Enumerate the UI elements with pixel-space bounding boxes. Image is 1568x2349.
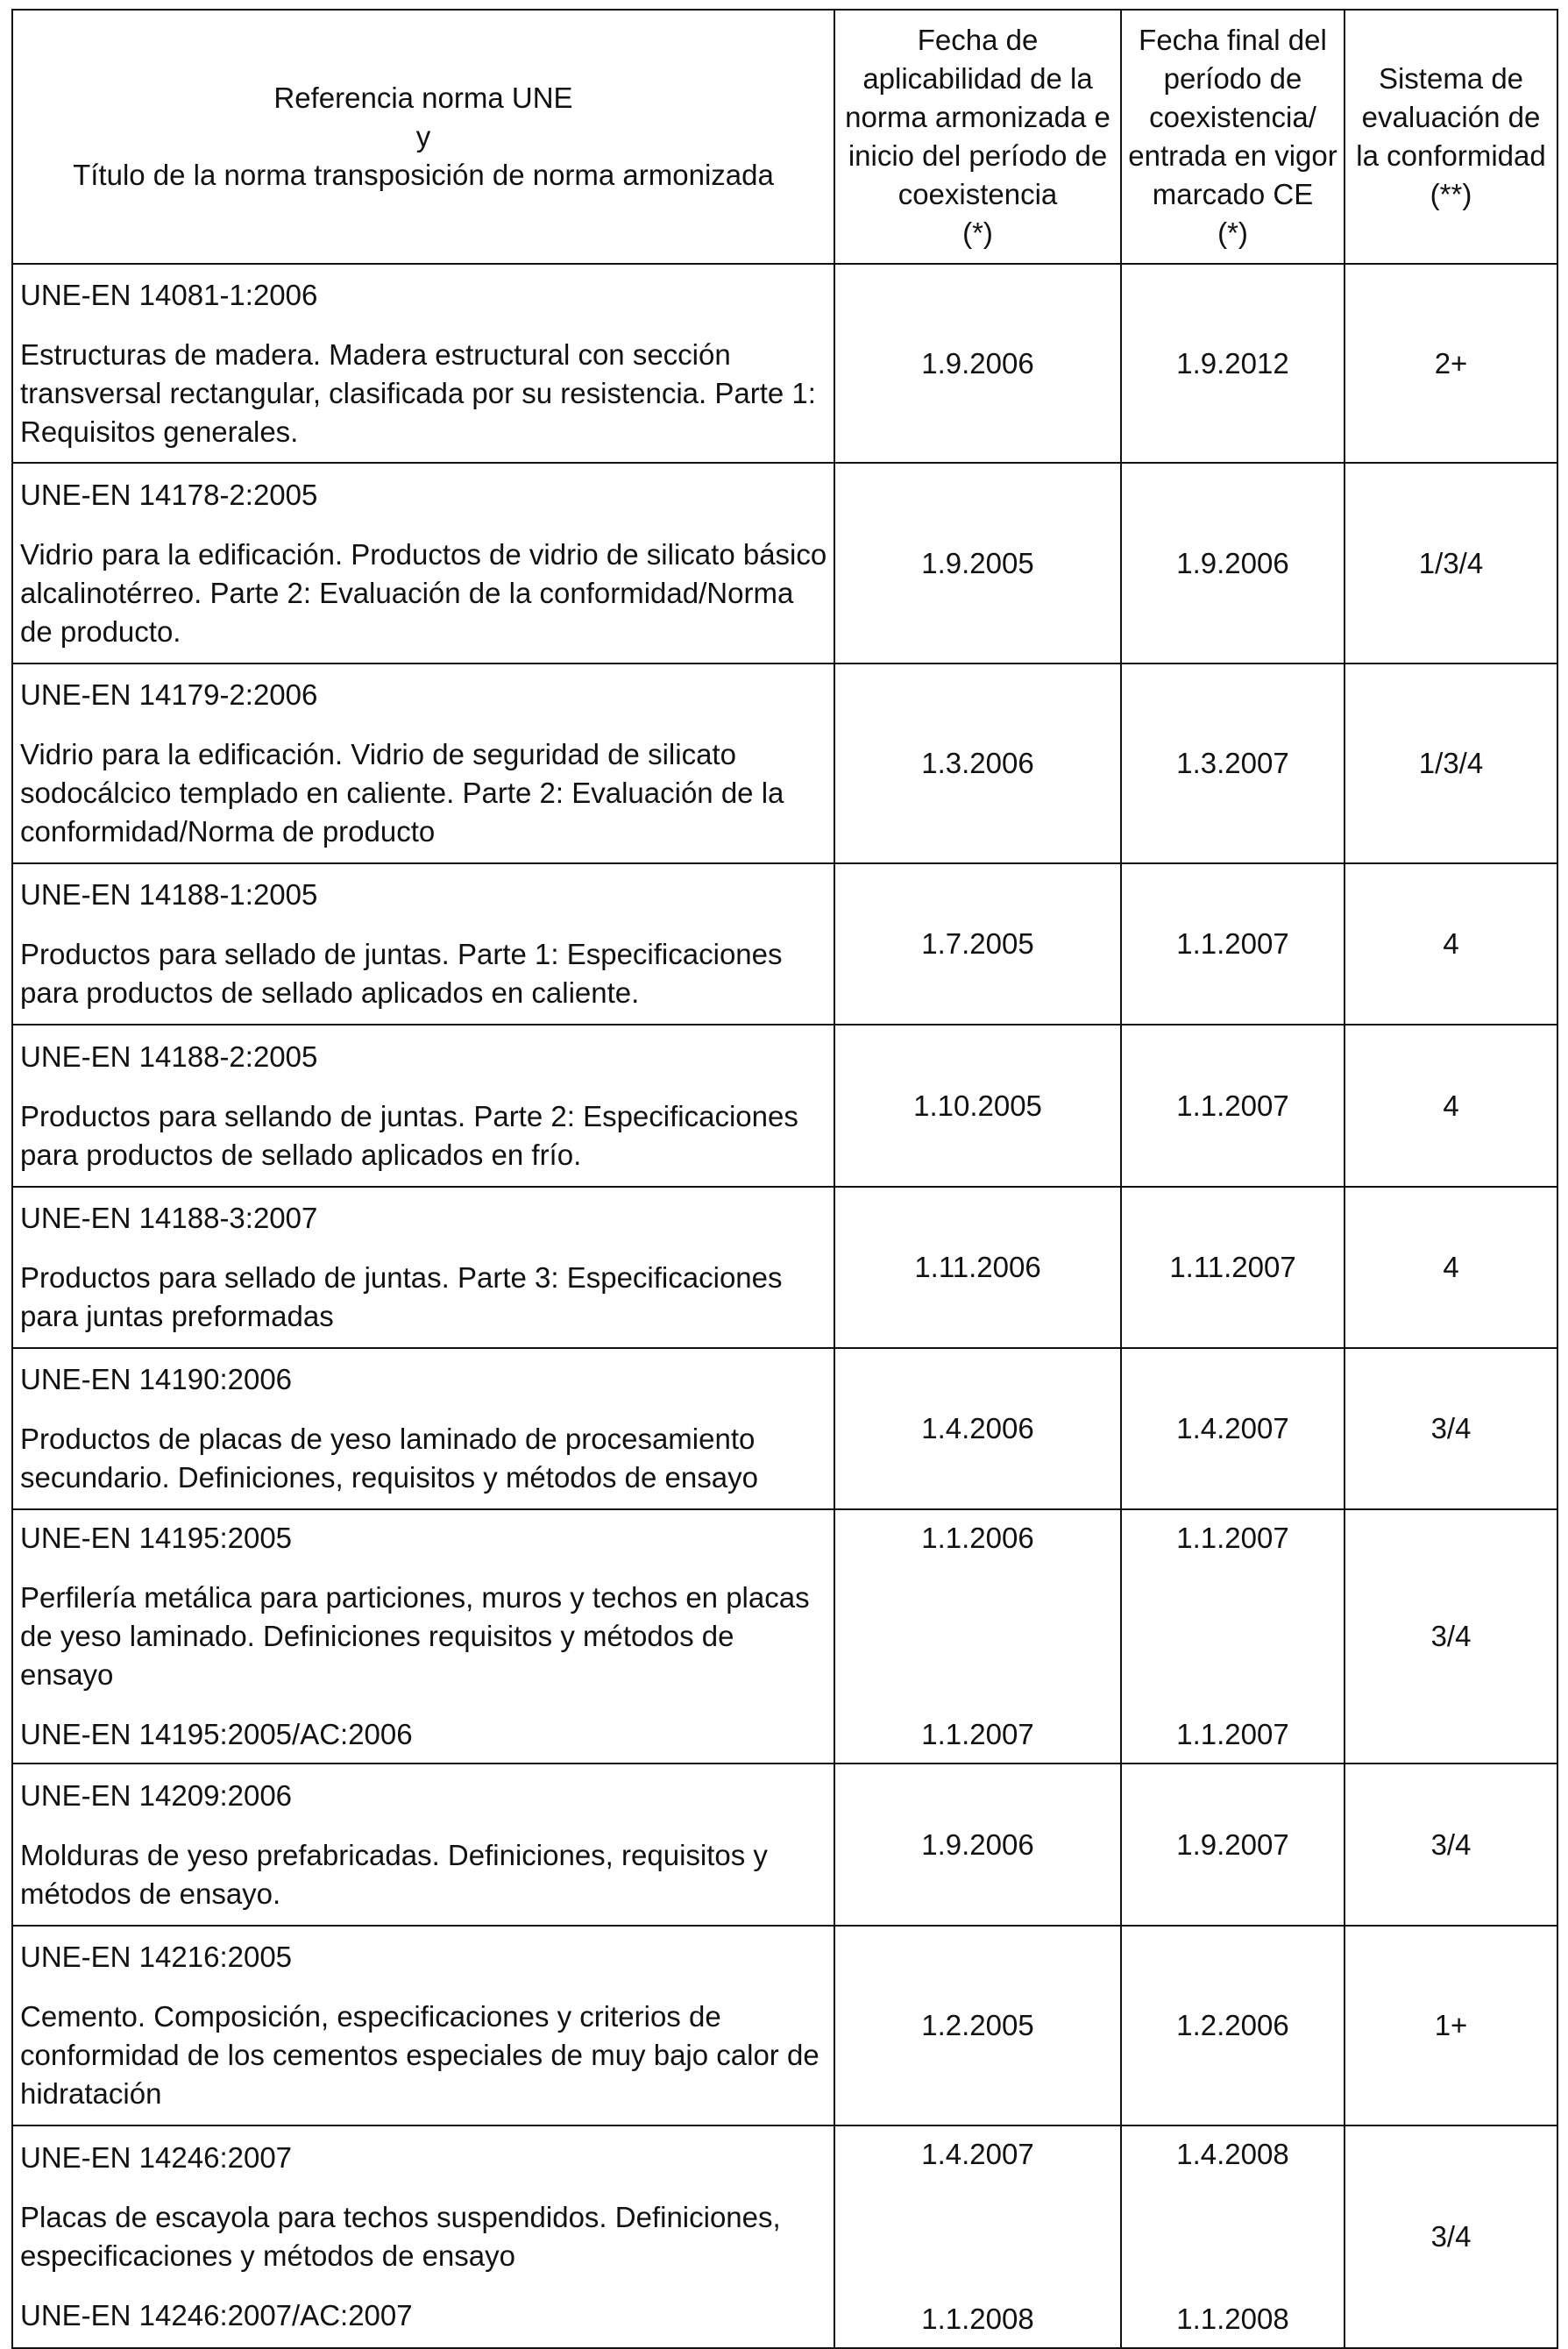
end-date-cell [1121, 2125, 1345, 2348]
applicability-date: 1.1.2006 [921, 1522, 1034, 1554]
evaluation-system: 3/4 [1345, 1348, 1557, 1509]
end-date: 1.9.2012 [1121, 264, 1345, 463]
applicability-date: 1.9.2006 [834, 1764, 1121, 1926]
standard-title: Vidrio para la edificación. Vidrio de seguridad de silicato sodocálcico templado en caliente. Parte 2: Evaluación de la conformidad/Norma de producto [20, 738, 784, 848]
end-date: 1.4.2008 [1176, 2138, 1289, 2170]
table-row [12, 463, 1557, 664]
table-row [12, 863, 1557, 1025]
end-date: 1.1.2007 [1121, 863, 1345, 1025]
evaluation-system: 4 [1345, 863, 1557, 1025]
standard-title: Placas de escayola para techos suspendidos. Definiciones, especificaciones y métodos de ensayo [20, 2201, 781, 2272]
reference-cell [12, 863, 834, 1025]
evaluation-system: 3/4 [1345, 2125, 1557, 2348]
table-header-row [12, 10, 1557, 264]
standard-code: UNE-EN 14081-1:2006 [20, 278, 318, 311]
applicability-date-cell [834, 2125, 1121, 2348]
table-row [12, 264, 1557, 463]
reference-cell [12, 463, 834, 664]
reference-cell [12, 2125, 834, 2348]
reference-cell [12, 1509, 834, 1764]
standard-code: UNE-EN 14188-1:2005 [20, 878, 318, 911]
table-row [12, 2125, 1557, 2348]
header-system: Sistema de evaluación de la conformidad (**) [1345, 10, 1557, 264]
standard-code: UNE-EN 14179-2:2006 [20, 678, 318, 711]
corrigendum-applicability-date: 1.1.2007 [921, 1718, 1034, 1750]
table-row [12, 1764, 1557, 1926]
standard-title: Productos de placas de yeso laminado de procesamiento secundario. Definiciones, requisitos y métodos de ensayo [20, 1423, 758, 1494]
end-date: 1.2.2006 [1121, 1926, 1345, 2125]
applicability-date: 1.11.2006 [834, 1187, 1121, 1348]
corrigendum-end-date: 1.1.2007 [1176, 1718, 1289, 1750]
standard-code: UNE-EN 14246:2007 [20, 2141, 293, 2174]
evaluation-system: 4 [1345, 1187, 1557, 1348]
end-date: 1.1.2007 [1176, 1522, 1289, 1554]
reference-cell [12, 264, 834, 463]
evaluation-system: 3/4 [1345, 1764, 1557, 1926]
end-date: 1.3.2007 [1121, 664, 1345, 863]
table-row [12, 1187, 1557, 1348]
applicability-date: 1.9.2006 [834, 264, 1121, 463]
end-date: 1.11.2007 [1121, 1187, 1345, 1348]
applicability-date: 1.4.2006 [834, 1348, 1121, 1509]
evaluation-system: 3/4 [1345, 1509, 1557, 1764]
reference-cell [12, 1187, 834, 1348]
table-row [12, 664, 1557, 863]
applicability-date: 1.9.2005 [834, 463, 1121, 664]
table-row [12, 1926, 1557, 2125]
applicability-date: 1.4.2007 [921, 2138, 1034, 2170]
end-date: 1.1.2007 [1121, 1025, 1345, 1187]
evaluation-system: 4 [1345, 1025, 1557, 1187]
evaluation-system: 1/3/4 [1345, 664, 1557, 863]
standard-code: UNE-EN 14216:2005 [20, 1941, 293, 1973]
standard-code: UNE-EN 14195:2005 [20, 1522, 293, 1554]
standard-title: Productos para sellado de juntas. Parte 3: Especificaciones para juntas preformadas [20, 1261, 783, 1332]
standard-code: UNE-EN 14209:2006 [20, 1778, 293, 1812]
standard-code: UNE-EN 14178-2:2005 [20, 478, 318, 511]
reference-cell [12, 1025, 834, 1187]
standard-title: Perfilería metálica para particiones, muros y techos en placas de yeso laminado. Definiciones requisitos y métodos de ensayo [20, 1581, 810, 1691]
corrigendum-applicability-date: 1.1.2008 [921, 2303, 1034, 2335]
end-date: 1.4.2007 [1121, 1348, 1345, 1509]
corrigendum-end-date: 1.1.2008 [1176, 2303, 1289, 2335]
standard-title: Estructuras de madera. Madera estructural con sección transversal rectangular, clasificada por su resistencia. Parte 1: Requisitos generales. [20, 337, 816, 448]
end-date: 1.9.2006 [1121, 463, 1345, 664]
applicability-date: 1.2.2005 [834, 1926, 1121, 2125]
header-reference: Referencia norma UNE y Título de la norma transposición de norma armonizada [12, 10, 834, 264]
standards-table [11, 9, 1558, 2349]
standard-title: Vidrio para la edificación. Productos de vidrio de silicato básico alcalinotérreo. Parte 2: Evaluación de la conformidad/Norma de producto. [20, 537, 827, 648]
standard-title: Productos para sellando de juntas. Parte 2: Especificaciones para productos de sellado aplicados en frío. [20, 1099, 798, 1171]
evaluation-system: 2+ [1345, 264, 1557, 463]
reference-cell [12, 664, 834, 863]
evaluation-system: 1/3/4 [1345, 463, 1557, 664]
header-applicability: Fecha de aplicabilidad de la norma armonizada e inicio del período de coexistencia (*) [834, 10, 1121, 264]
table-row [12, 1348, 1557, 1509]
reference-cell [12, 1764, 834, 1926]
reference-cell [12, 1926, 834, 2125]
standard-code: UNE-EN 14188-3:2007 [20, 1202, 318, 1234]
corrigendum-code: UNE-EN 14246:2007/AC:2007 [20, 2299, 413, 2331]
standard-code: UNE-EN 14188-2:2005 [20, 1040, 318, 1073]
applicability-date-cell [834, 1509, 1121, 1764]
standard-title: Cemento. Composición, especificaciones y criterios de conformidad de los cementos especiales de muy bajo calor de hidratación [20, 2000, 819, 2110]
standard-title: Molduras de yeso prefabricadas. Definiciones, requisitos y métodos de ensayo. [20, 1838, 768, 1910]
applicability-date: 1.7.2005 [834, 863, 1121, 1025]
applicability-date: 1.10.2005 [834, 1025, 1121, 1187]
applicability-date: 1.3.2006 [834, 664, 1121, 863]
table-row [12, 1025, 1557, 1187]
reference-cell [12, 1348, 834, 1509]
table-row [12, 1509, 1557, 1764]
end-date-cell [1121, 1509, 1345, 1764]
evaluation-system: 1+ [1345, 1926, 1557, 2125]
corrigendum-code: UNE-EN 14195:2005/AC:2006 [20, 1718, 413, 1750]
standard-title: Productos para sellado de juntas. Parte 1: Especificaciones para productos de sellado aplicados en caliente. [20, 938, 783, 1009]
standard-code: UNE-EN 14190:2006 [20, 1363, 293, 1395]
end-date: 1.9.2007 [1121, 1764, 1345, 1926]
header-end-date: Fecha final del período de coexistencia/ entrada en vigor marcado CE (*) [1121, 10, 1345, 264]
